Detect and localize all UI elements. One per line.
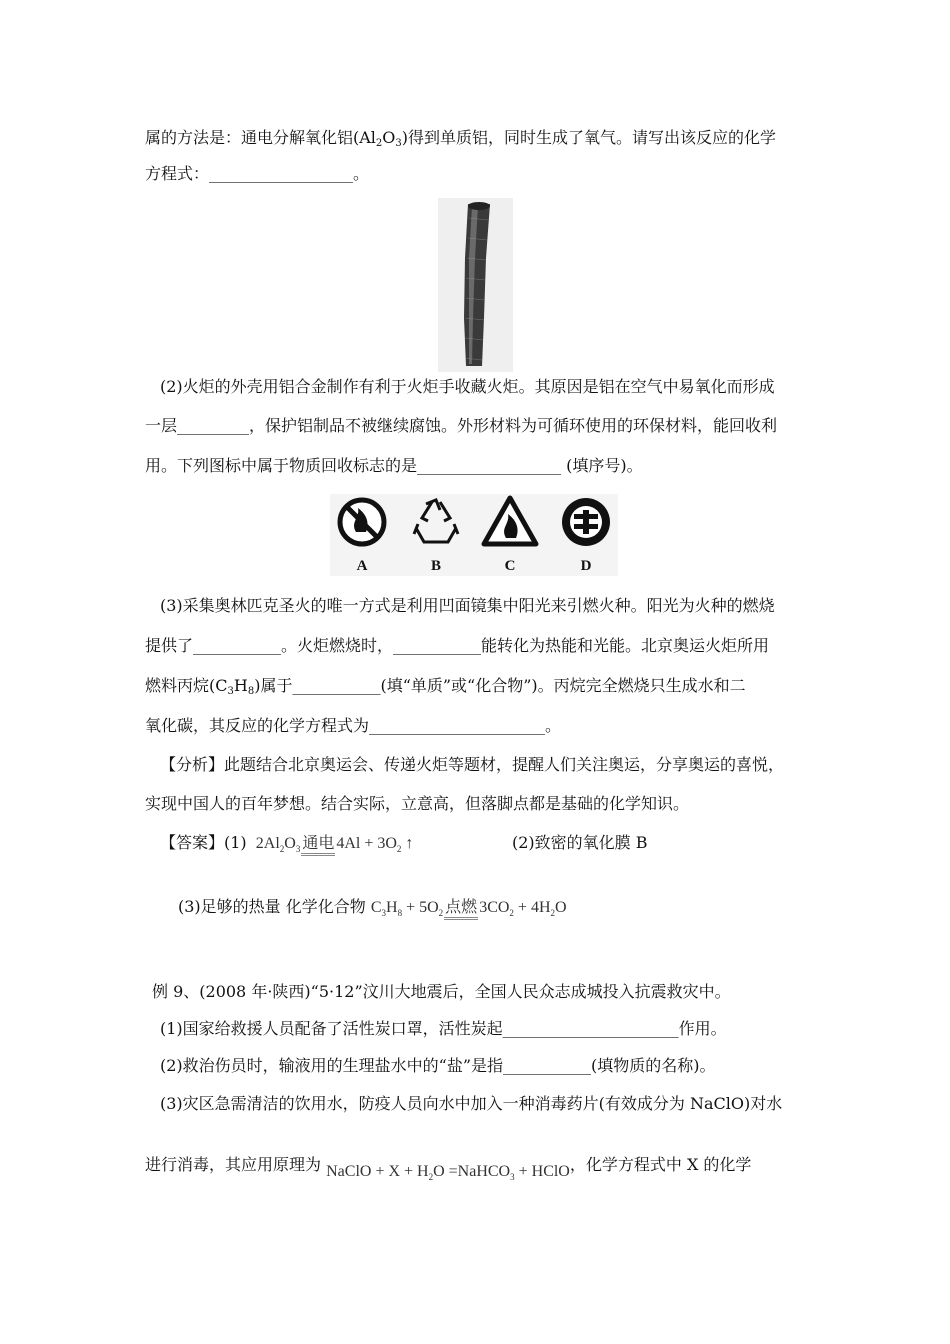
answer-line-1: 【答案】(1) $2Al_2O_3$ 通电 $4Al + 3O_2$ ↑ <box>160 833 414 854</box>
equation-1: $2Al_2O_3$ 通电 $4Al + 3O_2$ ↑ <box>255 835 414 854</box>
answer-2: (2)致密的氧化膜 B <box>512 833 648 852</box>
signs-figure <box>330 494 618 576</box>
analysis-line-2: 实现中国人的百年梦想。结合实际，立意高，但落脚点都是基础的化学知识。 <box>145 794 690 813</box>
q9-title: 例 9、(2008 年·陕西)“5·12”汶川大地震后，全国人民众志成城投入抗震救灾中。 <box>152 982 731 1001</box>
equation-2: $C_3H_8 + 5O_2$ 点燃 $3CO_2 + 4H_2O$ <box>370 899 567 918</box>
q9-part-1: (1)国家给救援人员配备了活性炭口罩，活性炭起______________________作用。 <box>160 1019 727 1038</box>
q9-part-2: (2)救治伤员时，输液用的生理盐水中的“盐”是指___________(填物质的名称)。 <box>160 1056 716 1075</box>
q8-p3-line-4: 氧化碳，其反应的化学方程式为______________________。 <box>145 716 562 735</box>
q9-part-3: (3)灾区急需清洁的饮用水，防疫人员向水中加入一种消毒药片(有效成分为 NaClO)对水 <box>160 1094 783 1113</box>
q8-line-1: 属的方法是：通电分解氧化铝$(Al_2O_3)$得到单质铝，同时生成了氧气。请写出该反应的化学 <box>145 128 777 149</box>
torch-image <box>438 198 513 372</box>
q8-p2-line-1: (2)火炬的外壳用铝合金制作有利于火炬手收藏火炬。其原因是铝在空气中易氧化而形成 <box>160 377 775 396</box>
analysis-line-1: 【分析】此题结合北京奥运会、传递火炬等题材，提醒人们关注奥运，分享奥运的喜悦， <box>160 755 785 774</box>
sign-label-c: C <box>504 558 516 574</box>
q8-p3-line-3: 燃料丙烷$(C_3H_8)$属于___________(填“单质”或“化合物”)。丙烷完全燃烧只生成水和二 <box>145 676 746 697</box>
sign-label-d: D <box>580 558 592 574</box>
answer-line-3: (3)足够的热量 化学化合物 $C_3H_8 + 5O_2$ 点燃 $3CO_2 + 4H_2O$ <box>178 897 567 918</box>
q8-p3-line-1: (3)采集奥林匹克圣火的唯一方式是利用凹面镜集中阳光来引燃火种。阳光为火种的燃烧 <box>160 596 775 615</box>
q9-part-3-cont: 进行消毒，其应用原理为 NaClO + $X + H_2O$ =NaHCO$_3$ + HClO，化学方程式中 X 的化学 <box>145 1155 752 1182</box>
equation-3: NaClO + $X + H_2O$ =NaHCO$_3$ + HClO <box>326 1163 570 1182</box>
sign-label-b: B <box>430 558 442 574</box>
q8-line-2: 方程式：__________________。 <box>145 164 370 183</box>
q8-p2-line-2: 一层_________，保护铝制品不被继续腐蚀。外形材料为可循环使用的环保材料，能回收利 <box>145 416 778 435</box>
prohibition-sign-icon <box>562 498 610 546</box>
sign-label-a: A <box>356 558 368 574</box>
q8-p3-line-2: 提供了___________。火炬燃烧时，___________能转化为热能和光能。北京奥运火炬所用 <box>145 636 770 655</box>
no-fire-icon <box>340 500 384 544</box>
q8-p2-line-3: 用。下列图标中属于物质回收标志的是__________________ (填序号)。 <box>145 456 643 475</box>
